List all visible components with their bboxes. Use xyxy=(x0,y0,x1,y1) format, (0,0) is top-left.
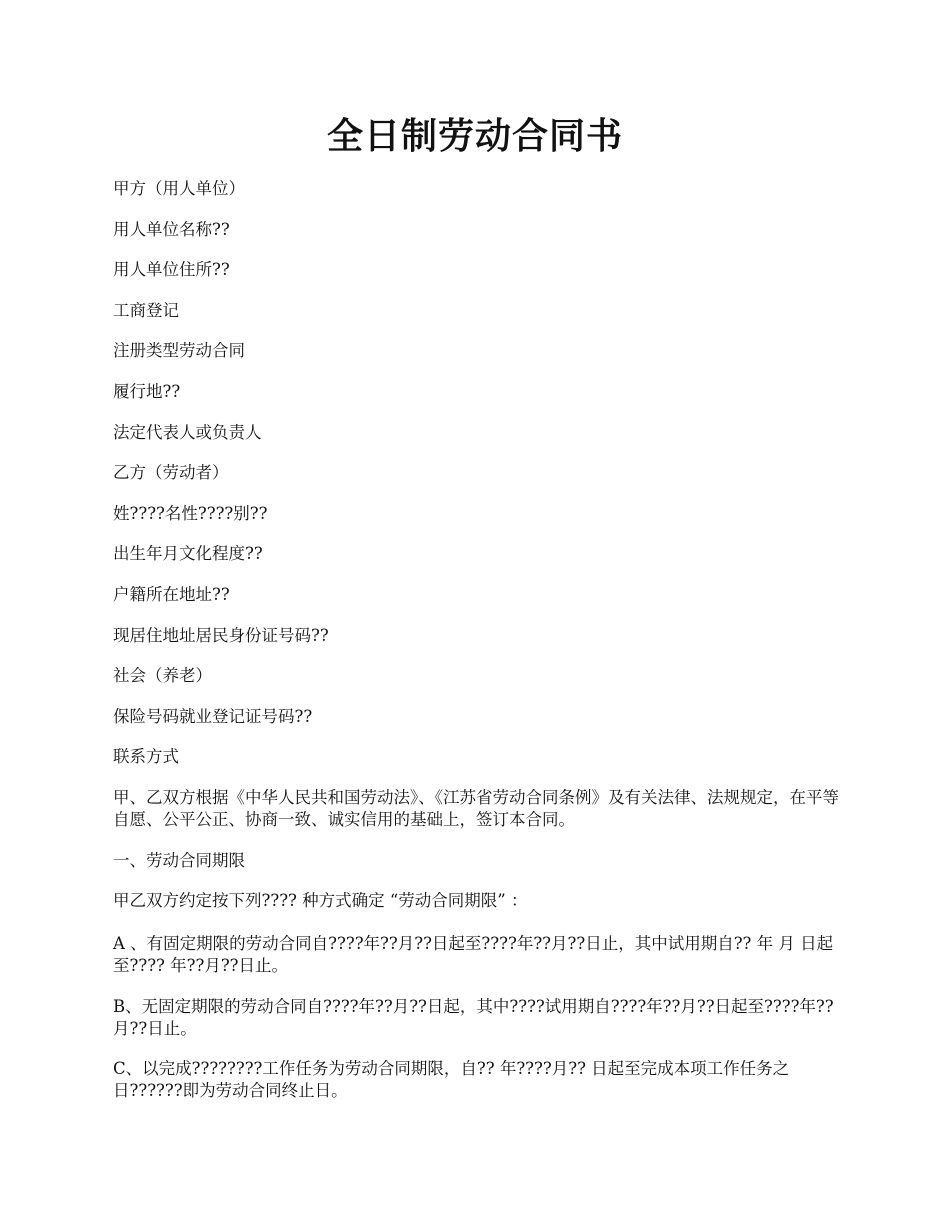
party-b-residence-id: 现居住地址居民身份证号码?? xyxy=(113,625,329,645)
party-b-birth-edu: 出生年月文化程度?? xyxy=(113,544,263,564)
preamble-paragraph: 甲、乙双方根据《中华人民共和国劳动法》、《江苏省劳动合同条例》及有关法律、法规规定，在平等自愿、公平公正、协商一致、诚实信用的基础上，签订本合同。 xyxy=(113,787,839,829)
party-a-address: 用人单位住所?? xyxy=(113,260,230,280)
party-a-name: 用人单位名称?? xyxy=(113,219,230,239)
section-1-option-a: A 、有固定期限的劳动合同自????年??月??日起至????年??月??日止，其中试用期自?? 年 月 日起至???? 年??月??日止。 xyxy=(113,934,834,976)
document-body xyxy=(113,178,848,1121)
document-title: 全日制劳动合同书 xyxy=(326,115,623,157)
party-b-household: 户籍所在地址?? xyxy=(113,584,230,604)
party-a-business-reg: 工商登记 xyxy=(113,300,179,320)
party-a-legal-rep: 法定代表人或负责人 xyxy=(113,422,262,442)
party-b-heading: 乙方（劳动者） xyxy=(113,463,229,483)
party-a-heading: 甲方（用人单位） xyxy=(113,179,245,198)
party-b-insurance-employment: 保险号码就业登记证号码?? xyxy=(113,706,313,726)
party-b-name-gender: 姓????名性????别?? xyxy=(113,503,268,523)
section-1-option-c: C、以完成????????工作任务为劳动合同期限，自?? 年????月?? 日起至完成本项工作任务之日??????即为劳动合同终止日。 xyxy=(113,1059,790,1101)
party-b-social: 社会（养老） xyxy=(113,666,212,686)
party-a-reg-type: 注册类型劳动合同 xyxy=(113,341,245,361)
party-a-place: 履行地?? xyxy=(113,381,181,401)
section-1-intro: 甲乙双方约定按下列???? 种方式确定 “劳动合同期限” ： xyxy=(113,891,528,911)
section-1-heading: 一、劳动合同期限 xyxy=(113,850,245,870)
party-b-contact: 联系方式 xyxy=(113,747,179,767)
section-1-option-b: B、无固定期限的劳动合同自????年??月??日起，其中????试用期自????年??月??日起至????年??月??日止。 xyxy=(113,996,834,1038)
